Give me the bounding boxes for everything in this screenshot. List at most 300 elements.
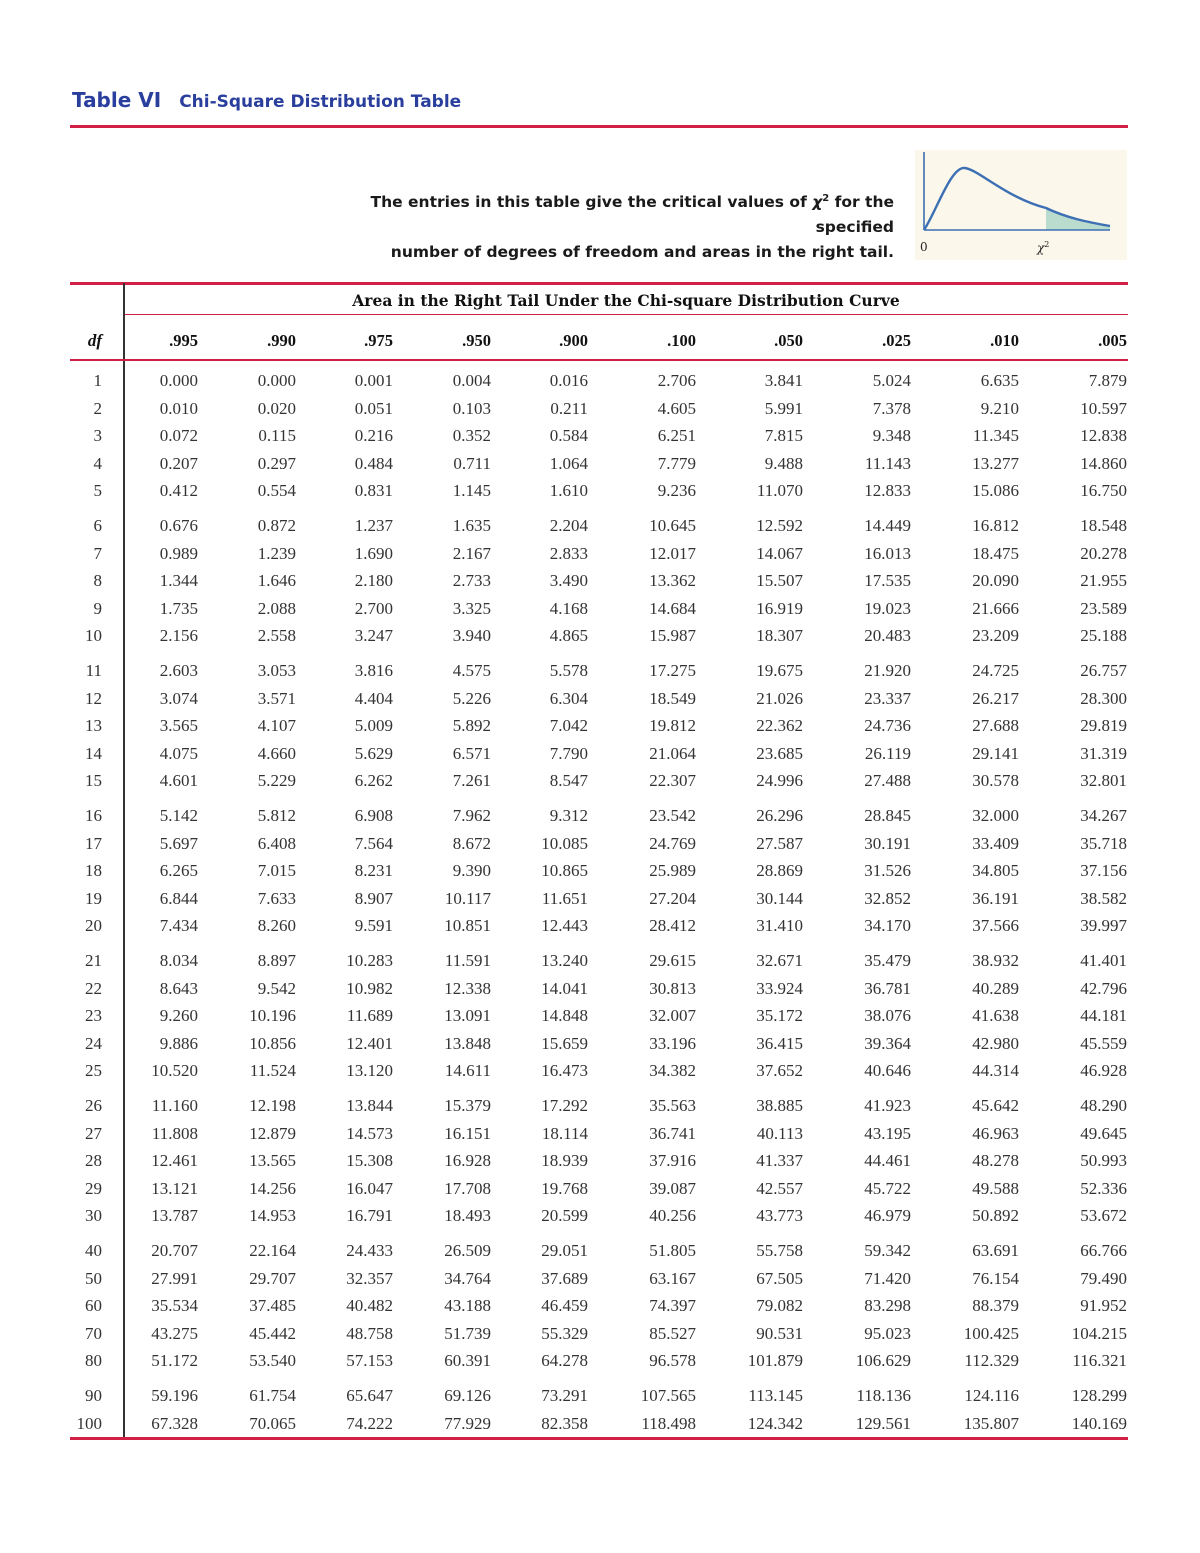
- value-cell: 52.336: [1080, 1178, 1127, 1198]
- value-cell: 11.070: [756, 481, 803, 500]
- value-cell: 44.181: [1080, 1006, 1127, 1025]
- value-cell: 26.119: [864, 743, 911, 763]
- value-cell: 18.114: [541, 1123, 588, 1143]
- value-cell: 26.296: [756, 806, 803, 825]
- value-cell: 10.856: [249, 1033, 296, 1053]
- df-cell: 80: [85, 1351, 102, 1370]
- value-cell: 4.601: [159, 771, 198, 790]
- value-cell: 21.064: [649, 743, 696, 763]
- value-cell: 14.848: [541, 1006, 588, 1025]
- df-cell: 23: [85, 1006, 102, 1025]
- value-cell: 6.304: [549, 688, 588, 708]
- value-cell: 74.222: [346, 1413, 393, 1433]
- curve-background: [915, 150, 1127, 260]
- value-cell: 73.291: [541, 1386, 588, 1405]
- value-cell: 7.790: [549, 743, 588, 763]
- value-cell: 18.307: [756, 626, 803, 645]
- value-cell: 10.196: [249, 1006, 296, 1025]
- value-cell: 55.329: [541, 1323, 588, 1343]
- df-cell: 27: [85, 1123, 102, 1143]
- value-cell: 11.345: [972, 426, 1019, 445]
- table-row: [0, 370, 1200, 392]
- df-cell: 20: [85, 916, 102, 935]
- value-cell: 38.885: [756, 1096, 803, 1115]
- value-cell: 21.955: [1080, 571, 1127, 590]
- value-cell: 46.459: [541, 1296, 588, 1315]
- value-cell: 35.172: [756, 1006, 803, 1025]
- table-row: [0, 688, 1200, 710]
- value-cell: 29.051: [541, 1241, 588, 1260]
- value-cell: 22.362: [756, 716, 803, 735]
- value-cell: 45.722: [864, 1178, 911, 1198]
- df-cell: 40: [85, 1241, 102, 1260]
- value-cell: 22.307: [649, 771, 696, 790]
- value-cell: 5.629: [354, 743, 393, 763]
- table-label: Table VI: [72, 88, 162, 112]
- value-cell: 31.410: [756, 916, 803, 935]
- value-cell: 24.433: [346, 1241, 393, 1260]
- value-cell: 14.684: [649, 598, 696, 618]
- table-row: [0, 1150, 1200, 1172]
- value-cell: 8.547: [549, 771, 588, 790]
- value-cell: 6.635: [980, 371, 1019, 390]
- value-cell: 27.204: [649, 888, 696, 908]
- table-row: [0, 888, 1200, 910]
- value-cell: 11.808: [151, 1123, 198, 1143]
- value-cell: 9.591: [354, 916, 393, 935]
- value-cell: 20.090: [972, 571, 1019, 590]
- value-cell: 18.939: [541, 1151, 588, 1170]
- table-row: [0, 543, 1200, 565]
- value-cell: 43.195: [864, 1123, 911, 1143]
- value-cell: 27.688: [972, 716, 1019, 735]
- value-cell: 67.505: [756, 1268, 803, 1288]
- value-cell: 8.643: [159, 978, 198, 998]
- value-cell: 11.524: [249, 1061, 296, 1080]
- value-cell: 0.989: [159, 543, 198, 563]
- value-cell: 45.642: [972, 1096, 1019, 1115]
- value-cell: 79.082: [756, 1296, 803, 1315]
- value-cell: 0.115: [258, 426, 296, 445]
- value-cell: 3.053: [257, 661, 296, 680]
- df-cell: 100: [76, 1413, 102, 1433]
- value-cell: 15.379: [444, 1096, 491, 1115]
- value-cell: 14.860: [1080, 453, 1127, 473]
- value-cell: 83.298: [864, 1296, 911, 1315]
- value-cell: 37.652: [756, 1061, 803, 1080]
- value-cell: 32.801: [1080, 771, 1127, 790]
- value-cell: 3.074: [159, 688, 198, 708]
- table-row: [0, 950, 1200, 972]
- value-cell: 12.833: [864, 481, 911, 500]
- table-row: [0, 805, 1200, 827]
- value-cell: 96.578: [649, 1351, 696, 1370]
- value-cell: 13.277: [972, 453, 1019, 473]
- value-cell: 18.548: [1080, 516, 1127, 535]
- value-cell: 19.023: [864, 598, 911, 618]
- value-cell: 9.210: [980, 398, 1019, 418]
- value-cell: 50.892: [972, 1206, 1019, 1225]
- value-cell: 2.706: [657, 371, 696, 390]
- value-cell: 14.256: [249, 1178, 296, 1198]
- value-cell: 8.907: [354, 888, 393, 908]
- value-cell: 31.526: [864, 861, 911, 880]
- value-cell: 0.004: [452, 371, 491, 390]
- value-cell: 107.565: [640, 1386, 696, 1405]
- table-row: [0, 1205, 1200, 1227]
- value-cell: 2.733: [452, 571, 491, 590]
- value-cell: 39.997: [1080, 916, 1127, 935]
- value-cell: 15.308: [346, 1151, 393, 1170]
- chi-square-axis-label: $\chi^2$: [1037, 240, 1050, 255]
- table-row: [0, 1240, 1200, 1262]
- value-cell: 16.919: [756, 598, 803, 618]
- value-cell: 31.319: [1080, 743, 1127, 763]
- table-row: [0, 1295, 1200, 1317]
- value-cell: 6.571: [452, 743, 491, 763]
- df-cell: 22: [85, 978, 102, 998]
- value-cell: 11.651: [541, 888, 588, 908]
- value-cell: 49.645: [1080, 1123, 1127, 1143]
- value-cell: 1.344: [159, 571, 198, 590]
- df-cell: 25: [85, 1061, 102, 1080]
- value-cell: 5.142: [159, 806, 198, 825]
- value-cell: 10.597: [1080, 398, 1127, 418]
- value-cell: 19.768: [541, 1178, 588, 1198]
- value-cell: 45.559: [1080, 1033, 1127, 1053]
- value-cell: 6.408: [257, 833, 296, 853]
- value-cell: 12.592: [756, 516, 803, 535]
- value-cell: 36.415: [756, 1033, 803, 1053]
- value-cell: 44.314: [972, 1061, 1019, 1080]
- value-cell: 6.908: [354, 806, 393, 825]
- value-cell: 116.321: [1072, 1351, 1127, 1370]
- value-cell: 23.542: [649, 806, 696, 825]
- value-cell: 12.401: [346, 1033, 393, 1053]
- value-cell: 0.297: [257, 453, 296, 473]
- value-cell: 13.362: [649, 571, 696, 590]
- value-cell: 12.338: [444, 978, 491, 998]
- value-cell: 33.409: [972, 833, 1019, 853]
- table-row: [0, 660, 1200, 682]
- df-header: df: [87, 331, 102, 350]
- df-cell: 10: [85, 626, 102, 645]
- value-cell: 42.557: [756, 1178, 803, 1198]
- value-cell: 5.991: [764, 398, 803, 418]
- value-cell: 29.819: [1080, 716, 1127, 735]
- value-cell: 27.587: [756, 833, 803, 853]
- value-cell: 34.764: [444, 1268, 491, 1288]
- value-cell: 37.916: [649, 1151, 696, 1170]
- value-cell: 45.442: [249, 1323, 296, 1343]
- value-cell: 0.484: [354, 453, 393, 473]
- column-header: .900: [559, 331, 588, 350]
- value-cell: 55.758: [756, 1241, 803, 1260]
- value-cell: 7.261: [452, 771, 491, 790]
- df-cell: 6: [93, 516, 102, 535]
- value-cell: 40.646: [864, 1061, 911, 1080]
- value-cell: 35.718: [1080, 833, 1127, 853]
- value-cell: 18.475: [972, 543, 1019, 563]
- value-cell: 2.088: [257, 598, 296, 618]
- value-cell: 23.337: [864, 688, 911, 708]
- table-row: [0, 425, 1200, 447]
- value-cell: 20.483: [864, 626, 911, 645]
- value-cell: 12.879: [249, 1123, 296, 1143]
- value-cell: 104.215: [1071, 1323, 1127, 1343]
- value-cell: 70.065: [249, 1413, 296, 1433]
- table-row: [0, 1060, 1200, 1082]
- description-line-2: number of degrees of freedom and areas in the right tail.: [390, 243, 894, 262]
- df-cell: 30: [85, 1206, 102, 1225]
- df-cell: 19: [85, 888, 102, 908]
- value-cell: 16.928: [444, 1151, 491, 1170]
- value-cell: 1.690: [354, 543, 393, 563]
- value-cell: 0.207: [159, 453, 198, 473]
- table-row: [0, 743, 1200, 765]
- value-cell: 7.962: [452, 806, 491, 825]
- value-cell: 18.549: [649, 688, 696, 708]
- value-cell: 95.023: [864, 1323, 911, 1343]
- value-cell: 5.892: [452, 716, 491, 735]
- column-header: .025: [882, 331, 911, 350]
- table-row: [0, 1323, 1200, 1345]
- value-cell: 30.144: [756, 888, 803, 908]
- column-header: .995: [169, 331, 198, 350]
- value-cell: 63.167: [649, 1268, 696, 1288]
- value-cell: 15.659: [541, 1033, 588, 1053]
- table-row: [0, 770, 1200, 792]
- value-cell: 14.067: [756, 543, 803, 563]
- value-cell: 12.461: [151, 1151, 198, 1170]
- value-cell: 6.844: [159, 888, 198, 908]
- value-cell: 23.685: [756, 743, 803, 763]
- value-cell: 63.691: [972, 1241, 1019, 1260]
- df-cell: 50: [85, 1268, 102, 1288]
- value-cell: 12.443: [541, 916, 588, 935]
- value-cell: 41.638: [972, 1006, 1019, 1025]
- value-cell: 17.275: [649, 661, 696, 680]
- area-heading-rule: [124, 314, 1128, 315]
- value-cell: 7.042: [549, 716, 588, 735]
- value-cell: 28.412: [649, 916, 696, 935]
- value-cell: 19.675: [756, 661, 803, 680]
- value-cell: 6.251: [657, 426, 696, 445]
- value-cell: 15.507: [756, 571, 803, 590]
- value-cell: 3.247: [354, 626, 393, 645]
- value-cell: 21.666: [972, 598, 1019, 618]
- value-cell: 7.779: [657, 453, 696, 473]
- value-cell: 4.575: [452, 661, 491, 680]
- value-cell: 23.209: [972, 626, 1019, 645]
- value-cell: 50.993: [1080, 1151, 1127, 1170]
- value-cell: 21.026: [756, 688, 803, 708]
- value-cell: 124.116: [964, 1386, 1019, 1405]
- table-top-rule: [70, 282, 1128, 285]
- value-cell: 8.897: [257, 951, 296, 970]
- df-cell: 8: [93, 571, 102, 590]
- df-cell: 60: [85, 1296, 102, 1315]
- df-cell: 14: [85, 743, 102, 763]
- value-cell: 5.229: [257, 771, 296, 790]
- value-cell: 13.787: [151, 1206, 198, 1225]
- value-cell: 32.357: [346, 1268, 393, 1288]
- value-cell: 32.671: [756, 951, 803, 970]
- value-cell: 0.051: [354, 398, 393, 418]
- value-cell: 77.929: [444, 1413, 491, 1433]
- value-cell: 14.573: [346, 1123, 393, 1143]
- column-header: .975: [364, 331, 393, 350]
- value-cell: 106.629: [855, 1351, 911, 1370]
- value-cell: 2.603: [159, 661, 198, 680]
- value-cell: 36.741: [649, 1123, 696, 1143]
- value-cell: 9.488: [764, 453, 803, 473]
- value-cell: 88.379: [972, 1296, 1019, 1315]
- value-cell: 44.461: [864, 1151, 911, 1170]
- value-cell: 24.725: [972, 661, 1019, 680]
- description-line-1: The entries in this table give the critical values of $\chi^2$ for the specified: [370, 193, 894, 237]
- value-cell: 7.434: [159, 916, 198, 935]
- value-cell: 32.000: [972, 806, 1019, 825]
- value-cell: 42.796: [1080, 978, 1127, 998]
- value-cell: 24.736: [864, 716, 911, 735]
- table-row: [0, 915, 1200, 937]
- value-cell: 12.017: [649, 543, 696, 563]
- value-cell: 11.591: [444, 951, 491, 970]
- value-cell: 41.401: [1080, 951, 1127, 970]
- value-cell: 28.869: [756, 861, 803, 880]
- value-cell: 23.589: [1080, 598, 1127, 618]
- value-cell: 11.160: [151, 1096, 198, 1115]
- value-cell: 0.584: [549, 426, 588, 445]
- value-cell: 85.527: [649, 1323, 696, 1343]
- value-cell: 59.342: [864, 1241, 911, 1260]
- value-cell: 22.164: [249, 1241, 296, 1260]
- value-cell: 5.024: [872, 371, 911, 390]
- value-cell: 9.312: [549, 806, 588, 825]
- value-cell: 40.289: [972, 978, 1019, 998]
- value-cell: 48.290: [1080, 1096, 1127, 1115]
- value-cell: 26.757: [1080, 661, 1127, 680]
- value-cell: 118.136: [856, 1386, 911, 1405]
- value-cell: 9.542: [257, 978, 296, 998]
- value-cell: 1.145: [452, 481, 491, 500]
- table-row: [0, 1033, 1200, 1055]
- df-cell: 21: [85, 951, 102, 970]
- value-cell: 15.086: [972, 481, 1019, 500]
- value-cell: 24.996: [756, 771, 803, 790]
- value-cell: 13.844: [346, 1096, 393, 1115]
- column-header: .010: [990, 331, 1019, 350]
- value-cell: 9.236: [657, 481, 696, 500]
- value-cell: 19.812: [649, 716, 696, 735]
- table-row: [0, 453, 1200, 475]
- value-cell: 29.615: [649, 951, 696, 970]
- value-cell: 51.739: [444, 1323, 491, 1343]
- value-cell: 2.167: [452, 543, 491, 563]
- value-cell: 30.191: [864, 833, 911, 853]
- value-cell: 26.217: [972, 688, 1019, 708]
- value-cell: 1.735: [159, 598, 198, 618]
- value-cell: 7.815: [764, 426, 803, 445]
- value-cell: 8.231: [354, 861, 393, 880]
- value-cell: 30.813: [649, 978, 696, 998]
- value-cell: 65.647: [346, 1386, 393, 1405]
- df-cell: 90: [85, 1386, 102, 1405]
- table-description: [300, 186, 894, 265]
- value-cell: 66.766: [1080, 1241, 1127, 1260]
- table-row: [0, 978, 1200, 1000]
- value-cell: 5.226: [452, 688, 491, 708]
- value-cell: 9.260: [159, 1006, 198, 1025]
- value-cell: 74.397: [649, 1296, 696, 1315]
- value-cell: 49.588: [972, 1178, 1019, 1198]
- value-cell: 2.558: [257, 626, 296, 645]
- column-header: .100: [667, 331, 696, 350]
- value-cell: 118.498: [641, 1413, 696, 1433]
- value-cell: 5.009: [354, 716, 393, 735]
- value-cell: 14.611: [444, 1061, 491, 1080]
- value-cell: 13.240: [541, 951, 588, 970]
- value-cell: 10.117: [444, 888, 491, 908]
- value-cell: 20.707: [151, 1241, 198, 1260]
- df-cell: 7: [93, 543, 102, 563]
- value-cell: 10.520: [151, 1061, 198, 1080]
- value-cell: 4.865: [549, 626, 588, 645]
- value-cell: 3.571: [257, 688, 296, 708]
- value-cell: 13.091: [444, 1006, 491, 1025]
- value-cell: 0.000: [257, 371, 296, 390]
- value-cell: 0.711: [453, 453, 491, 473]
- value-cell: 129.561: [855, 1413, 911, 1433]
- value-cell: 13.121: [151, 1178, 198, 1198]
- value-cell: 140.169: [1071, 1413, 1127, 1433]
- table-row: [0, 1385, 1200, 1407]
- value-cell: 61.754: [249, 1386, 296, 1405]
- df-cell: 4: [93, 453, 102, 473]
- value-cell: 2.180: [354, 571, 393, 590]
- value-cell: 17.535: [864, 571, 911, 590]
- value-cell: 11.143: [864, 453, 911, 473]
- value-cell: 53.540: [249, 1351, 296, 1370]
- value-cell: 41.337: [756, 1151, 803, 1170]
- df-cell: 26: [85, 1096, 102, 1115]
- column-header: .950: [462, 331, 491, 350]
- value-cell: 27.991: [151, 1268, 198, 1288]
- value-cell: 7.378: [872, 398, 911, 418]
- value-cell: 16.812: [972, 516, 1019, 535]
- value-cell: 25.188: [1080, 626, 1127, 645]
- value-cell: 0.831: [354, 481, 393, 500]
- value-cell: 39.364: [864, 1033, 911, 1053]
- df-cell: 16: [85, 806, 102, 825]
- curve-graphic: [915, 150, 1127, 260]
- table-row: [0, 625, 1200, 647]
- value-cell: 34.267: [1080, 806, 1127, 825]
- value-cell: 20.599: [541, 1206, 588, 1225]
- value-cell: 41.923: [864, 1096, 911, 1115]
- value-cell: 4.168: [549, 598, 588, 618]
- value-cell: 0.872: [257, 516, 296, 535]
- value-cell: 0.216: [354, 426, 393, 445]
- value-cell: 3.325: [452, 598, 491, 618]
- value-cell: 64.278: [541, 1351, 588, 1370]
- value-cell: 35.479: [864, 951, 911, 970]
- table-title: Chi-Square Distribution Table: [179, 92, 462, 112]
- df-cell: 13: [85, 716, 102, 735]
- value-cell: 0.676: [159, 516, 198, 535]
- table-row: [0, 480, 1200, 502]
